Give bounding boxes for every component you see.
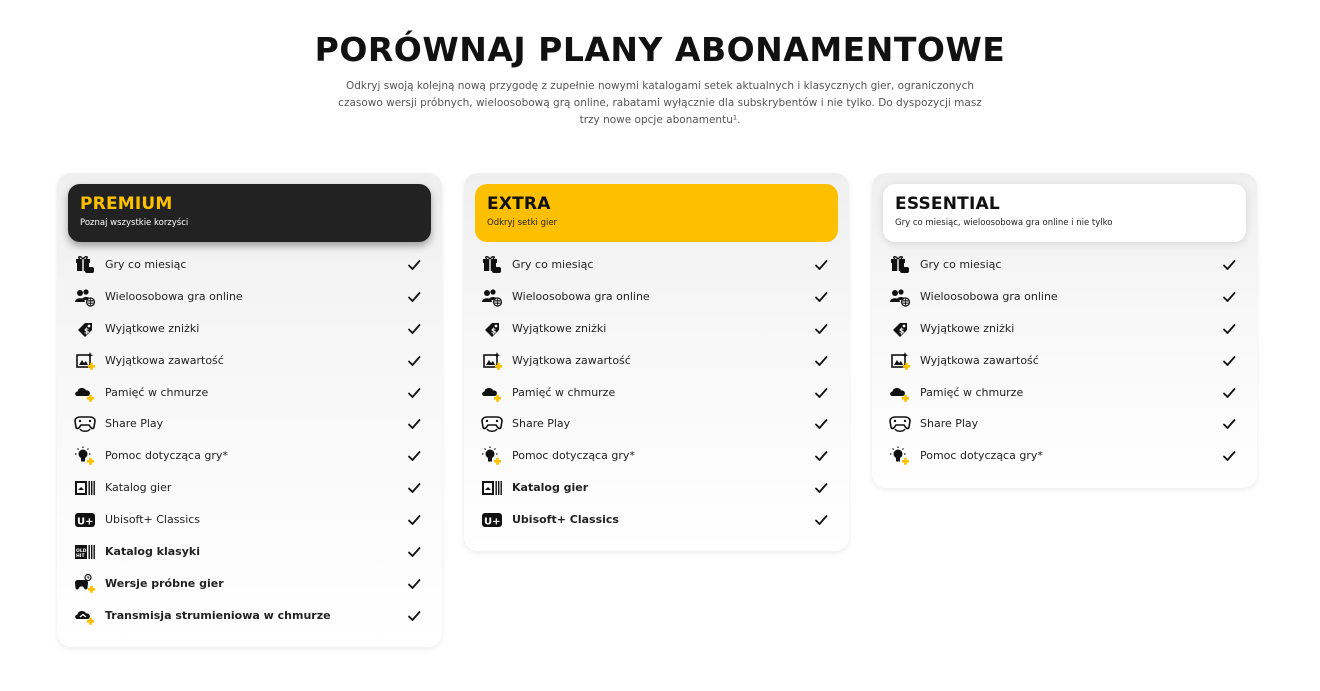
ubisoft-plus-icon: [481, 510, 503, 530]
feature-row: [57, 287, 442, 319]
checkmark-icon: [1222, 448, 1236, 462]
cloud-storage-icon: [74, 383, 96, 403]
feature-label: Wersje próbne gier: [105, 576, 224, 590]
feature-label: Ubisoft+ Classics: [105, 513, 201, 527]
feature-list: [872, 255, 1257, 478]
checkmark-icon: [407, 353, 421, 367]
checkmark-icon: [1222, 353, 1236, 367]
feature-list: [464, 255, 849, 542]
checkmark-icon: [814, 416, 828, 430]
feature-label: Wyjątkowa zawartość: [512, 353, 631, 367]
checkmark-icon: [407, 321, 421, 335]
svg-text:$: $: [899, 326, 905, 336]
plan-subtitle: Odkryj setki gier: [487, 218, 558, 228]
monthly-games-icon: [481, 255, 503, 275]
monthly-games-icon: [74, 255, 96, 275]
online-multiplayer-icon: [481, 287, 503, 307]
feature-row: [57, 414, 442, 446]
share-play-icon: [74, 414, 96, 434]
svg-text:$: $: [491, 326, 497, 336]
feature-row: [57, 542, 442, 574]
checkmark-icon: [814, 512, 828, 526]
feature-row: [464, 383, 849, 415]
svg-text:U+: U+: [484, 516, 501, 528]
description-line-3: trzy nowe opcje abonamentu¹.: [579, 114, 741, 126]
share-play-icon: [481, 414, 503, 434]
checkmark-icon: [407, 608, 421, 622]
online-multiplayer-icon: [74, 287, 96, 307]
exclusive-content-icon: [889, 351, 911, 371]
feature-row: [464, 446, 849, 478]
feature-row: [57, 351, 442, 383]
checkmark-icon: [1222, 289, 1236, 303]
feature-row: [57, 478, 442, 510]
feature-label: Wieloosobowa gra online: [512, 289, 650, 303]
svg-text:OLD: OLD: [76, 549, 87, 555]
checkmark-icon: [407, 480, 421, 494]
cloud-storage-icon: [481, 383, 503, 403]
svg-text:HIT: HIT: [76, 554, 85, 560]
feature-label: Transmisja strumieniowa w chmurze: [105, 608, 331, 622]
checkmark-icon: [814, 353, 828, 367]
feature-row: [872, 414, 1257, 446]
feature-label: Wyjątkowe zniżki: [105, 321, 200, 335]
feature-row: [57, 383, 442, 415]
feature-row: [872, 287, 1257, 319]
plan-card-essential: [872, 173, 1257, 488]
svg-text:$: $: [84, 326, 90, 336]
plan-subtitle: Gry co miesiąc, wieloosobowa gra online i nie tylko: [895, 218, 1113, 228]
feature-label: Gry co miesiąc: [105, 258, 187, 271]
ubisoft-plus-icon: [74, 510, 96, 530]
exclusive-content-icon: [74, 351, 96, 371]
plan-subtitle: Poznaj wszystkie korzyści: [80, 218, 189, 228]
plan-header-premium[interactable]: [68, 184, 431, 242]
game-trials-icon: [74, 574, 96, 594]
feature-row: [872, 383, 1257, 415]
share-play-icon: [889, 414, 911, 434]
checkmark-icon: [814, 289, 828, 303]
page-title: PORÓWNAJ PLANY ABONAMENTOWE: [314, 30, 1006, 69]
feature-row: [57, 574, 442, 606]
feature-label: Wieloosobowa gra online: [105, 289, 243, 303]
feature-row: [464, 287, 849, 319]
feature-row: [464, 319, 849, 351]
feature-row: [464, 478, 849, 510]
plan-name: EXTRA: [487, 194, 551, 214]
feature-row: [57, 510, 442, 542]
feature-row: [872, 319, 1257, 351]
online-multiplayer-icon: [889, 287, 911, 307]
feature-label: Share Play: [920, 417, 979, 431]
monthly-games-icon: [889, 255, 911, 275]
feature-label: Pomoc dotycząca gry*: [920, 449, 1043, 463]
feature-row: [464, 510, 849, 542]
game-catalog-icon: [74, 478, 96, 498]
discount-tag-icon: [481, 319, 503, 339]
description-line-2: czasowo wersji próbnych, wieloosobową grą online, rabatami wyłącznie dla subskrybentów i nie tylko. Do dyspozycji masz: [338, 97, 982, 109]
discount-tag-icon: [74, 319, 96, 339]
feature-row: [464, 255, 849, 287]
checkmark-icon: [407, 289, 421, 303]
feature-row: [57, 255, 442, 287]
plan-card-extra: [464, 173, 849, 551]
feature-label: Katalog gier: [512, 481, 589, 495]
exclusive-content-icon: [481, 351, 503, 371]
feature-label: Wyjątkowa zawartość: [105, 353, 224, 367]
plan-card-premium: [57, 173, 442, 647]
feature-label: Ubisoft+ Classics: [512, 513, 619, 527]
cloud-storage-icon: [889, 383, 911, 403]
checkmark-icon: [1222, 321, 1236, 335]
feature-row: [57, 319, 442, 351]
page-header: [0, 30, 1320, 129]
checkmark-icon: [814, 448, 828, 462]
plan-header-essential[interactable]: [883, 184, 1246, 242]
checkmark-icon: [407, 385, 421, 399]
feature-label: Pamięć w chmurze: [920, 385, 1024, 399]
feature-label: Wyjątkowe zniżki: [512, 321, 607, 335]
feature-label: Pamięć w chmurze: [105, 385, 209, 399]
checkmark-icon: [814, 480, 828, 494]
cloud-streaming-icon: [74, 606, 96, 626]
feature-row: [57, 446, 442, 478]
checkmark-icon: [814, 385, 828, 399]
feature-row: [872, 446, 1257, 478]
discount-tag-icon: [889, 319, 911, 339]
feature-row: [872, 351, 1257, 383]
plan-name: PREMIUM: [80, 194, 173, 214]
feature-label: Gry co miesiąc: [920, 258, 1002, 271]
feature-row: [57, 606, 442, 638]
feature-row: [464, 351, 849, 383]
game-help-icon: [74, 446, 96, 466]
game-help-icon: [889, 446, 911, 466]
checkmark-icon: [407, 257, 421, 271]
feature-row: [872, 255, 1257, 287]
description-line-1: Odkryj swoją kolejną nową przygodę z zupełnie nowymi katalogami setek aktualnych i klasycznych gier, ograniczonych: [345, 80, 975, 92]
feature-label: Wyjątkowa zawartość: [920, 353, 1039, 367]
checkmark-icon: [407, 512, 421, 526]
checkmark-icon: [1222, 416, 1236, 430]
feature-label: Pomoc dotycząca gry*: [512, 449, 635, 463]
classics-catalog-icon: [74, 542, 96, 562]
feature-label: Pamięć w chmurze: [512, 385, 616, 399]
checkmark-icon: [1222, 385, 1236, 399]
game-catalog-icon: [481, 478, 503, 498]
feature-label: Pomoc dotycząca gry*: [105, 449, 228, 463]
feature-list: [57, 255, 442, 638]
checkmark-icon: [814, 321, 828, 335]
checkmark-icon: [407, 448, 421, 462]
page-description: [330, 78, 990, 129]
feature-label: Wyjątkowe zniżki: [920, 321, 1015, 335]
checkmark-icon: [407, 416, 421, 430]
plan-header-extra[interactable]: [475, 184, 838, 242]
feature-label: Wieloosobowa gra online: [920, 289, 1058, 303]
checkmark-icon: [407, 576, 421, 590]
checkmark-icon: [1222, 257, 1236, 271]
checkmark-icon: [407, 544, 421, 558]
svg-text:U+: U+: [77, 516, 94, 528]
feature-label: Gry co miesiąc: [512, 258, 594, 271]
feature-label: Katalog klasyki: [105, 545, 200, 559]
feature-label: Share Play: [105, 417, 164, 431]
game-help-icon: [481, 446, 503, 466]
feature-label: Share Play: [512, 417, 571, 431]
plan-name: ESSENTIAL: [895, 194, 1000, 214]
feature-row: [464, 414, 849, 446]
checkmark-icon: [814, 257, 828, 271]
feature-label: Katalog gier: [105, 481, 172, 495]
